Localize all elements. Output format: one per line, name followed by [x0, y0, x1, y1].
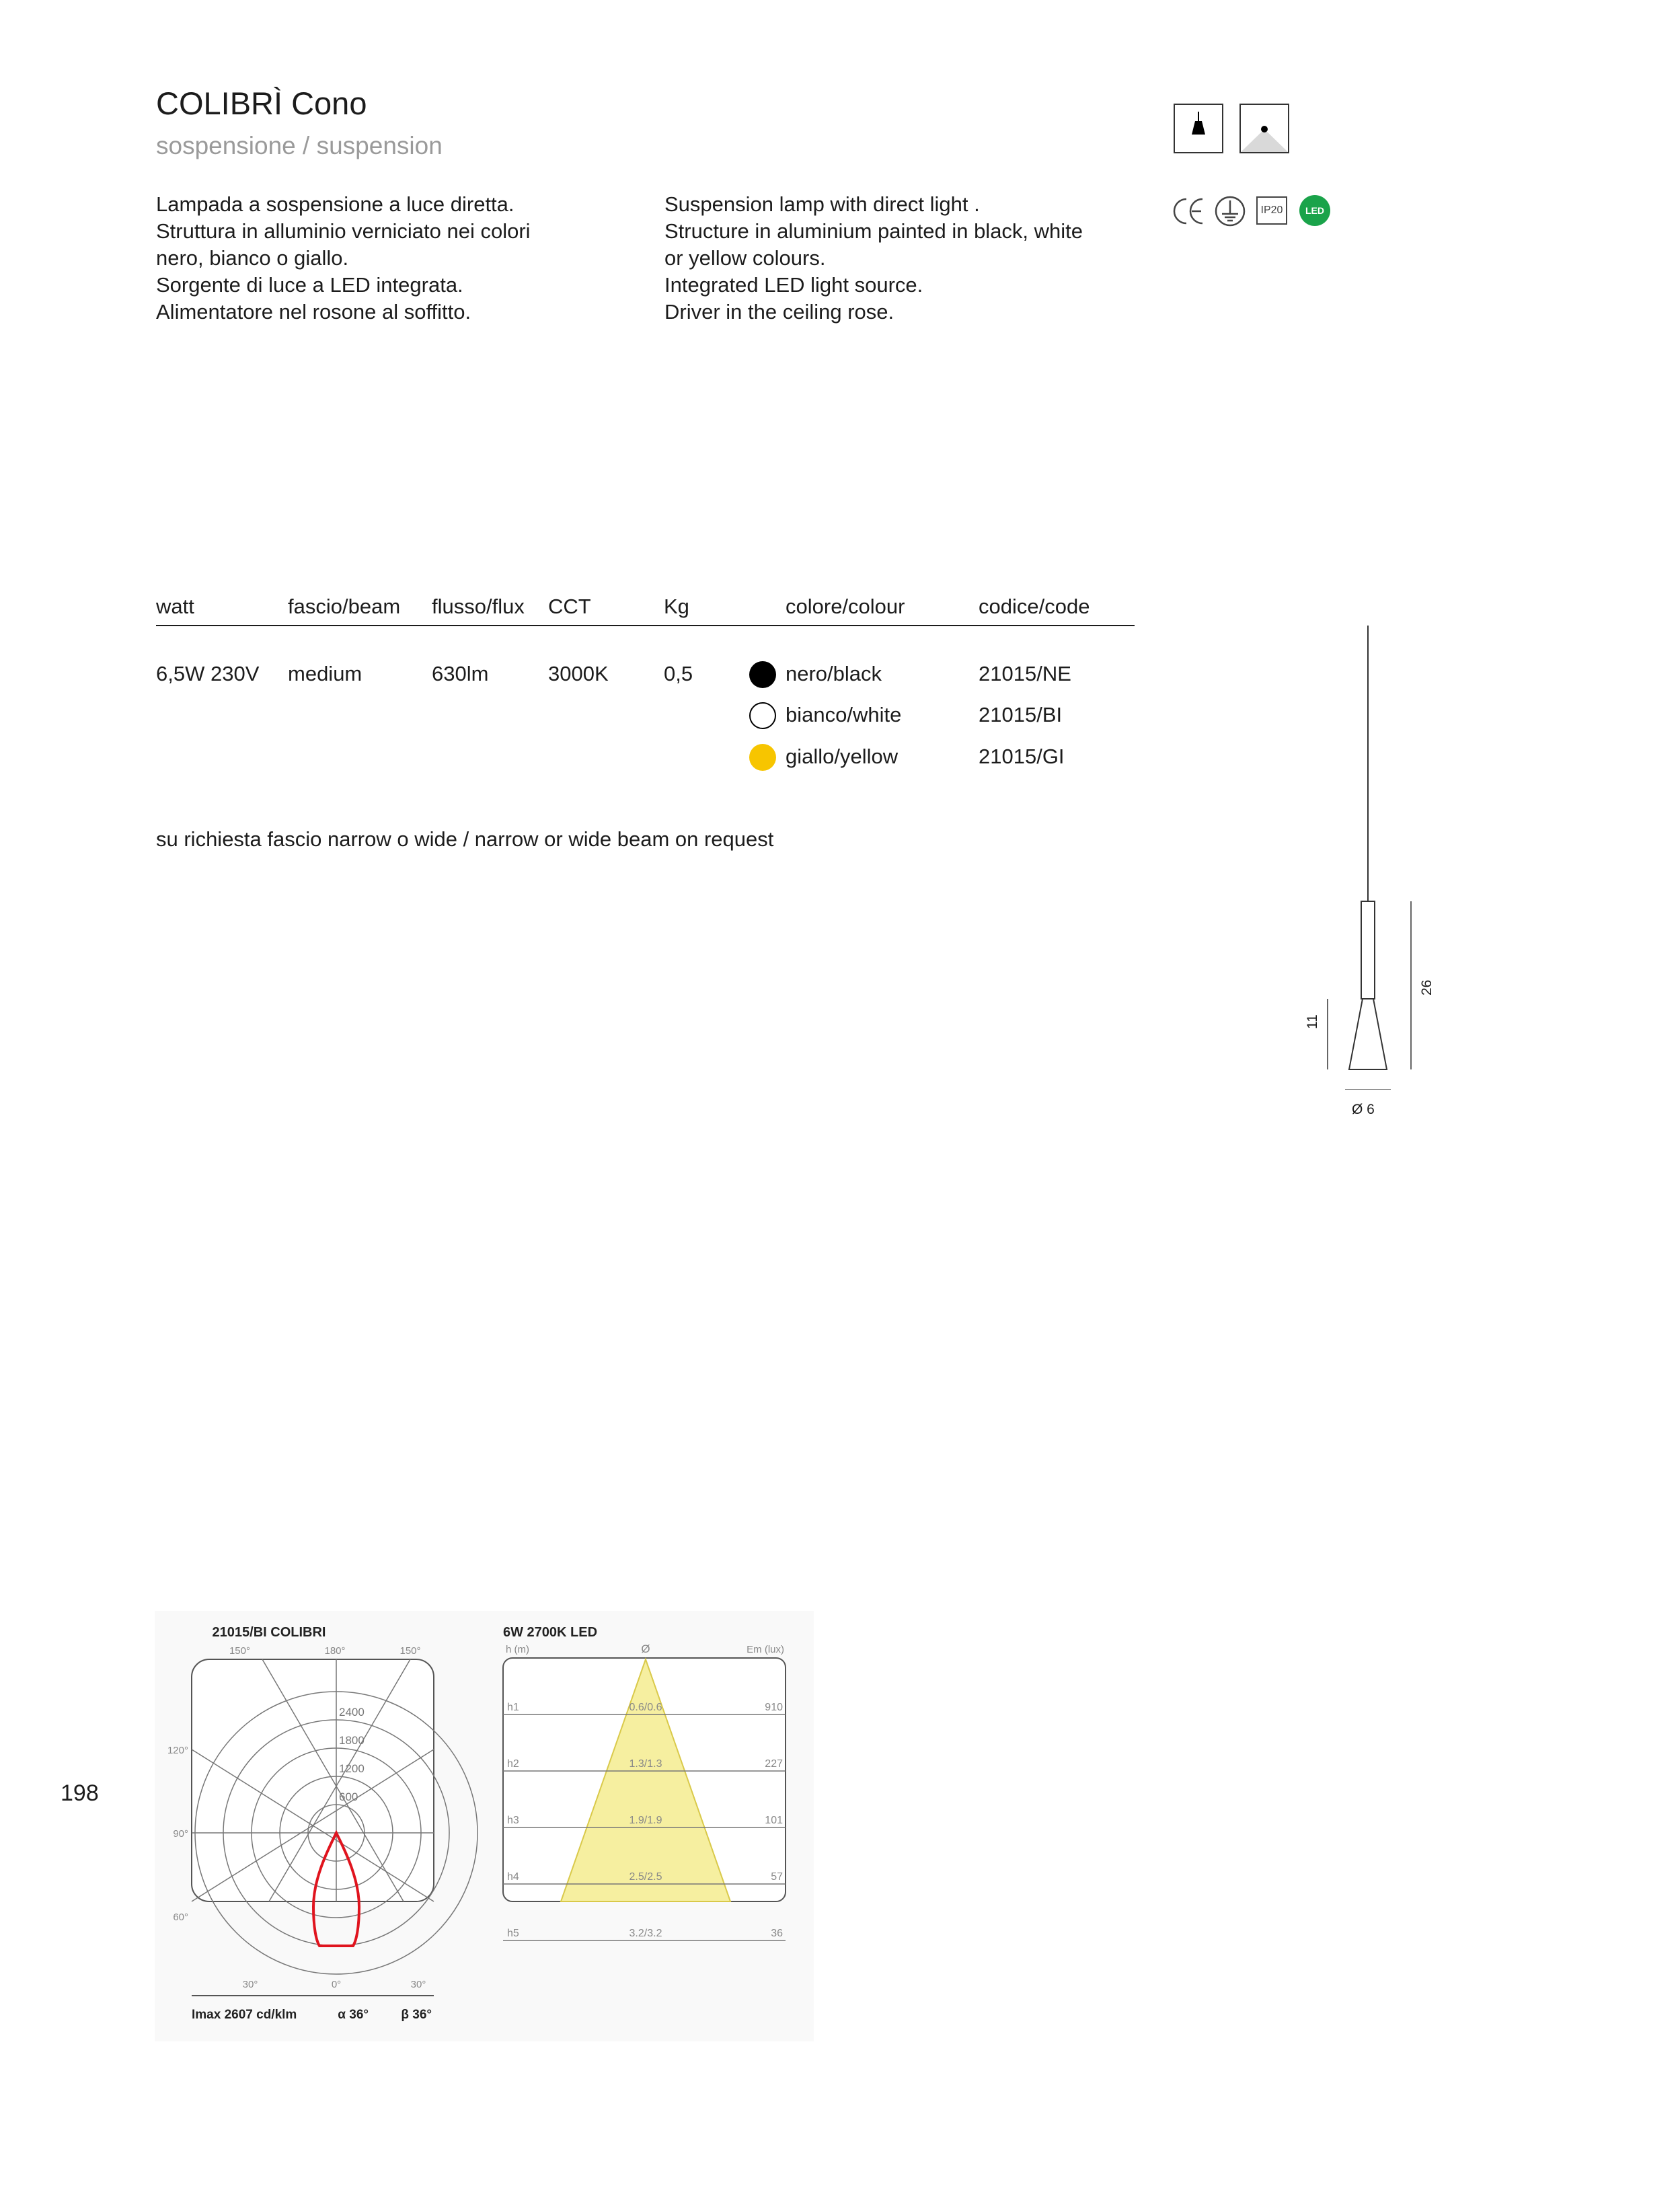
table-cell-watt: 6,5W 230V — [156, 662, 260, 685]
table-header-flux: flusso/flux — [432, 595, 525, 618]
variant-colour: giallo/yellow — [786, 745, 899, 768]
beta-label: β 36° — [401, 2008, 432, 2022]
cone-row-lux: 227 — [765, 1758, 783, 1770]
technical-drawing — [1285, 619, 1446, 1130]
cone-row-lux: 36 — [771, 1928, 783, 1939]
polar-angle-label: 90° — [173, 1828, 188, 1840]
cone-diameter-label: Ø — [641, 1643, 650, 1655]
earth-ground-icon — [1214, 195, 1246, 231]
cone-row-lux: 910 — [765, 1702, 783, 1713]
page-number: 198 — [61, 1780, 99, 1806]
imax-label: Imax 2607 cd/klm — [192, 2008, 297, 2022]
cone-row-diameter: 1.9/1.9 — [629, 1815, 662, 1826]
table-header-colour: colore/colour — [786, 595, 905, 618]
polar-title: 21015/BI COLIBRI — [212, 1625, 326, 1640]
description-italian — [156, 191, 531, 326]
description-line: Structure in aluminium painted in black, white — [664, 219, 1083, 243]
beam-request-note: su richiesta fascio narrow o wide / narrow or wide beam on request — [156, 827, 774, 851]
description-line: Struttura in alluminio verniciato nei colori — [156, 219, 531, 243]
direct-light-icon — [1239, 104, 1289, 153]
description-line: Suspension lamp with direct light . — [664, 192, 980, 216]
polar-ring-label: 2400 — [339, 1706, 365, 1719]
ip20-badge: IP20 — [1256, 196, 1287, 225]
variant-code: 21015/BI — [979, 703, 1063, 726]
description-line: Driver in the ceiling rose. — [664, 300, 894, 324]
swatch-black — [749, 661, 776, 688]
cone-row-height: h1 — [507, 1702, 519, 1713]
table-cell-cct: 3000K — [548, 662, 609, 685]
cone-row-height: h2 — [507, 1758, 519, 1770]
polar-angle-label: 120° — [167, 1745, 188, 1756]
swatch-white — [749, 702, 776, 729]
cone-row-diameter: 0.6/0.6 — [629, 1702, 662, 1713]
table-header-beam: fascio/beam — [288, 595, 401, 618]
variant-code: 21015/NE — [979, 662, 1071, 685]
polar-angle-label: 60° — [173, 1912, 188, 1923]
dimension-total-height: 26 — [1419, 979, 1435, 995]
polar-angle-label: 0° — [331, 1979, 342, 1990]
cone-em-label: Em (lux) — [747, 1644, 784, 1655]
dimension-diameter: Ø 6 — [1352, 1102, 1375, 1117]
cone-row-diameter: 2.5/2.5 — [629, 1871, 662, 1883]
description-english — [664, 191, 1083, 326]
table-cell-beam: medium — [288, 662, 362, 685]
table-cell-flux: 630lm — [432, 662, 489, 685]
cone-row-lux: 57 — [771, 1871, 783, 1883]
ce-mark-icon — [1172, 195, 1207, 231]
variant-colour: bianco/white — [786, 703, 902, 726]
polar-angle-label: 150° — [229, 1645, 250, 1657]
polar-angle-label: 180° — [324, 1645, 346, 1657]
dimension-shade-height: 11 — [1305, 1014, 1320, 1029]
cone-row-height: h4 — [507, 1871, 519, 1883]
description-line: nero, bianco o giallo. — [156, 246, 349, 270]
page-subtitle: sospensione / suspension — [156, 132, 443, 159]
page-title: COLIBRÌ Cono — [156, 85, 367, 121]
cone-row-diameter: 3.2/3.2 — [629, 1928, 662, 1939]
cone-h-label: h (m) — [506, 1644, 529, 1655]
description-line: or yellow colours. — [664, 246, 826, 270]
table-cell-kg: 0,5 — [664, 662, 693, 685]
table-header-cct: CCT — [548, 595, 591, 618]
pendant-type-icon — [1174, 104, 1223, 153]
photometric-svg — [155, 1611, 814, 2041]
cone-row-diameter: 1.3/1.3 — [629, 1758, 662, 1770]
table-header-watt: watt — [156, 595, 194, 618]
polar-ring-label: 1800 — [339, 1734, 365, 1747]
table-divider — [156, 625, 1135, 626]
description-line: Alimentatore nel rosone al soffitto. — [156, 300, 471, 324]
polar-angle-label: 30° — [410, 1979, 426, 1990]
cone-row-height: h5 — [507, 1928, 519, 1939]
polar-ring-label: 600 — [339, 1790, 358, 1803]
description-line: Integrated LED light source. — [664, 273, 923, 297]
led-badge: LED — [1299, 195, 1330, 226]
table-header-code: codice/code — [979, 595, 1090, 618]
table-header-kg: Kg — [664, 595, 689, 618]
alpha-label: α 36° — [338, 2008, 369, 2022]
cone-title: 6W 2700K LED — [503, 1625, 598, 1640]
variant-code: 21015/GI — [979, 745, 1065, 768]
description-line: Sorgente di luce a LED integrata. — [156, 273, 463, 297]
polar-ring-label: 1200 — [339, 1762, 365, 1775]
cone-row-height: h3 — [507, 1815, 519, 1826]
polar-angle-label: 30° — [242, 1979, 258, 1990]
photometric-panel — [155, 1611, 814, 2041]
polar-angle-label: 150° — [399, 1645, 421, 1657]
cone-row-lux: 101 — [765, 1815, 783, 1826]
description-line: Lampada a sospensione a luce diretta. — [156, 192, 514, 216]
variant-colour: nero/black — [786, 662, 882, 685]
swatch-yellow — [749, 744, 776, 771]
